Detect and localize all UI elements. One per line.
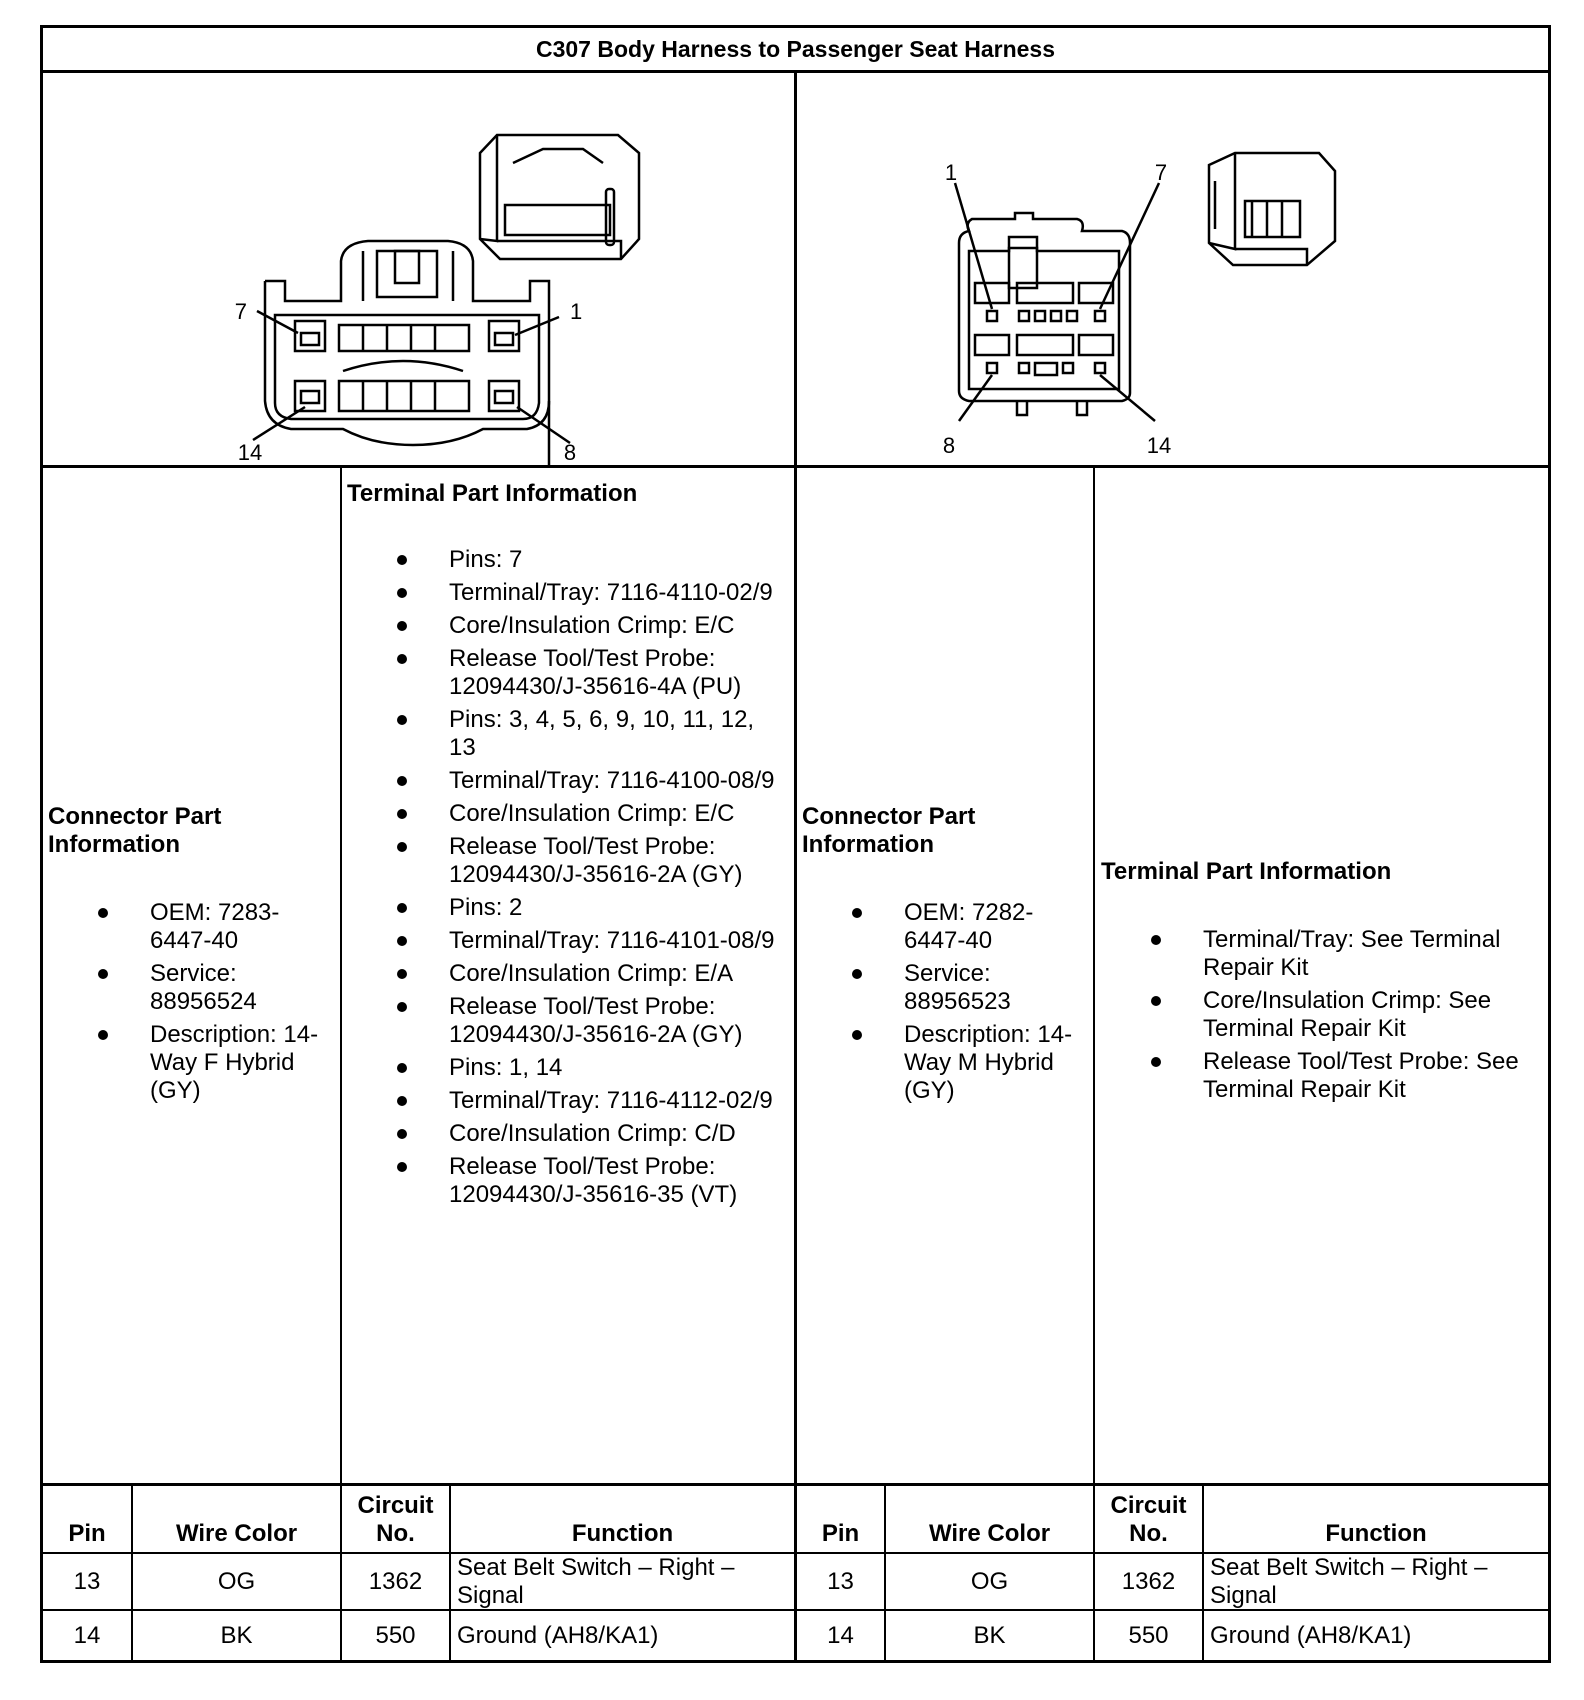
divider bbox=[340, 465, 342, 1660]
terminal-group bbox=[449, 546, 787, 701]
bullet-item bbox=[449, 894, 787, 922]
bullet-text: Pins: 7 bbox=[449, 546, 523, 573]
bullet-icon bbox=[852, 1030, 862, 1040]
bullet-text: Terminal/Tray: 7116-4101-08/9 bbox=[449, 927, 775, 954]
bullet-text: Core/Insulation Crimp: C/D bbox=[449, 1120, 736, 1147]
left-terminal-part-info bbox=[347, 480, 787, 1214]
bullet-text: OEM: 7283-6447-40 bbox=[150, 899, 280, 954]
col-header-pin: Pin bbox=[821, 1520, 860, 1547]
bullet-icon bbox=[397, 776, 407, 786]
bullet-item bbox=[449, 1120, 787, 1148]
bullet-item bbox=[150, 1021, 338, 1105]
pin-callout-14: 14 bbox=[237, 440, 263, 465]
col-header-circuit-no: Circuit No. bbox=[1110, 1492, 1187, 1547]
bullet-text: Pins: 1, 14 bbox=[449, 1054, 563, 1081]
table-cell-pin: 14 bbox=[827, 1621, 854, 1649]
bullet-item bbox=[1203, 1048, 1546, 1104]
bullet-text: Core/Insulation Crimp: E/C bbox=[449, 800, 735, 827]
bullet-item bbox=[904, 1021, 1092, 1105]
bullet-icon bbox=[397, 903, 407, 913]
divider bbox=[1093, 465, 1095, 1660]
pin-callout-7: 7 bbox=[234, 299, 247, 324]
male-connector-diagram bbox=[797, 73, 1548, 465]
left-connector-part-info bbox=[48, 803, 338, 1110]
terminal-part-heading: Terminal Part Information bbox=[1101, 858, 1392, 885]
bullet-item bbox=[449, 1153, 787, 1209]
terminal-part-list bbox=[1101, 926, 1546, 1104]
bullet-item bbox=[904, 960, 1092, 1016]
bullet-item bbox=[1203, 987, 1546, 1043]
pin-callout-1: 1 bbox=[570, 299, 583, 324]
bullet-item bbox=[449, 579, 787, 607]
bullet-icon bbox=[397, 809, 407, 819]
table-cell-circuit-no: 550 bbox=[1128, 1621, 1169, 1649]
bullet-icon bbox=[852, 908, 862, 918]
bullet-icon bbox=[397, 1002, 407, 1012]
connector-part-heading: Connector Part Information bbox=[802, 803, 976, 858]
bullet-item bbox=[449, 993, 787, 1049]
col-header-circuit-no: Circuit No. bbox=[357, 1492, 434, 1547]
table-cell-function: Ground (AH8/KA1) bbox=[1210, 1621, 1412, 1649]
connector-part-list bbox=[48, 899, 338, 1105]
pin-callout-7: 7 bbox=[1154, 160, 1168, 185]
bullet-text: Pins: 3, 4, 5, 6, 9, 10, 11, 12, 13 bbox=[449, 706, 755, 761]
connector-part-heading: Connector Part Information bbox=[48, 803, 222, 858]
bullet-text: Release Tool/Test Probe: 12094430/J-35616-35 (VT) bbox=[449, 1153, 738, 1208]
table-cell-wire-color: OG bbox=[970, 1567, 1009, 1595]
bullet-text: Terminal/Tray: 7116-4100-08/9 bbox=[449, 767, 775, 794]
table-cell-pin: 14 bbox=[73, 1621, 101, 1649]
bullet-icon bbox=[397, 1063, 407, 1073]
bullet-text: Terminal/Tray: See Terminal Repair Kit bbox=[1203, 926, 1501, 981]
bullet-item bbox=[904, 899, 1092, 955]
bullet-item bbox=[449, 833, 787, 889]
bullet-text: Terminal/Tray: 7116-4110-02/9 bbox=[449, 579, 773, 606]
bullet-item bbox=[449, 1087, 787, 1115]
bullet-text: Description: 14-Way F Hybrid (GY) bbox=[150, 1021, 319, 1104]
bullet-item bbox=[449, 960, 787, 988]
bullet-item bbox=[449, 645, 787, 701]
bullet-icon bbox=[1151, 1057, 1161, 1067]
bullet-text: Service: 88956524 bbox=[150, 960, 257, 1015]
bullet-item bbox=[449, 546, 787, 574]
bullet-icon bbox=[397, 555, 407, 565]
table-cell-pin: 13 bbox=[73, 1567, 101, 1595]
bullet-icon bbox=[397, 969, 407, 979]
bullet-text: Release Tool/Test Probe: 12094430/J-35616-4A (PU) bbox=[449, 645, 742, 700]
bullet-icon bbox=[397, 621, 407, 631]
bullet-text: Release Tool/Test Probe: See Terminal Repair Kit bbox=[1203, 1048, 1519, 1103]
bullet-item bbox=[449, 927, 787, 955]
bullet-icon bbox=[98, 969, 108, 979]
terminal-part-heading: Terminal Part Information bbox=[347, 480, 638, 507]
table-cell-pin: 13 bbox=[827, 1567, 854, 1595]
table-cell-circuit-no: 550 bbox=[375, 1621, 416, 1649]
table-cell-function: Seat Belt Switch – Right – Signal bbox=[457, 1553, 735, 1609]
bullet-icon bbox=[397, 588, 407, 598]
bullet-text: Release Tool/Test Probe: 12094430/J-35616-2A (GY) bbox=[449, 993, 743, 1048]
table-cell-circuit-no: 1362 bbox=[368, 1567, 423, 1595]
bullet-item bbox=[1203, 926, 1546, 982]
bullet-item bbox=[449, 612, 787, 640]
pin-callout-1: 1 bbox=[944, 160, 958, 185]
right-connector-part-info bbox=[802, 803, 1092, 1110]
col-header-function: Function bbox=[1325, 1520, 1427, 1547]
connector-part-list bbox=[802, 899, 1092, 1105]
terminal-group bbox=[449, 894, 787, 1049]
bullet-icon bbox=[397, 1096, 407, 1106]
bullet-item bbox=[449, 1054, 787, 1082]
terminal-group bbox=[449, 1054, 787, 1209]
bullet-text: Release Tool/Test Probe: 12094430/J-35616-2A (GY) bbox=[449, 833, 743, 888]
pin-callout-8: 8 bbox=[942, 433, 956, 458]
bullet-text: Core/Insulation Crimp: E/C bbox=[449, 612, 735, 639]
bullet-text: Pins: 2 bbox=[449, 894, 523, 921]
table-cell-circuit-no: 1362 bbox=[1121, 1567, 1176, 1595]
bullet-item bbox=[449, 706, 787, 762]
bullet-icon bbox=[852, 969, 862, 979]
bullet-item bbox=[150, 899, 338, 955]
bullet-icon bbox=[397, 1162, 407, 1172]
bullet-text: Core/Insulation Crimp: See Terminal Repair Kit bbox=[1203, 987, 1492, 1042]
bullet-text: Terminal/Tray: 7116-4112-02/9 bbox=[449, 1087, 773, 1114]
bullet-icon bbox=[397, 1129, 407, 1139]
right-terminal-part-info bbox=[1101, 858, 1546, 1109]
bullet-icon bbox=[397, 654, 407, 664]
bullet-item bbox=[449, 767, 787, 795]
bullet-text: OEM: 7282-6447-40 bbox=[904, 899, 1034, 954]
female-connector-diagram bbox=[43, 73, 794, 465]
terminal-groups bbox=[347, 546, 787, 1209]
page-title: C307 Body Harness to Passenger Seat Harness bbox=[535, 36, 1056, 62]
bullet-icon bbox=[98, 1030, 108, 1040]
pin-callout-8: 8 bbox=[563, 440, 577, 465]
table-cell-function: Ground (AH8/KA1) bbox=[457, 1621, 659, 1649]
bullet-text: Description: 14-Way M Hybrid (GY) bbox=[904, 1021, 1073, 1104]
table-cell-wire-color: BK bbox=[220, 1621, 253, 1649]
pin-callout-14: 14 bbox=[1146, 433, 1172, 458]
bullet-icon bbox=[397, 936, 407, 946]
bullet-icon bbox=[1151, 996, 1161, 1006]
table-cell-wire-color: OG bbox=[217, 1567, 256, 1595]
table-cell-wire-color: BK bbox=[973, 1621, 1006, 1649]
col-header-pin: Pin bbox=[68, 1520, 106, 1547]
bullet-icon bbox=[397, 715, 407, 725]
table-cell-function: Seat Belt Switch – Right – Signal bbox=[1210, 1553, 1488, 1609]
col-header-wire-color: Wire Color bbox=[175, 1520, 298, 1547]
col-header-wire-color: Wire Color bbox=[928, 1520, 1051, 1547]
bullet-text: Service: 88956523 bbox=[904, 960, 1011, 1015]
bullet-icon bbox=[1151, 935, 1161, 945]
bullet-icon bbox=[397, 842, 407, 852]
bullet-icon bbox=[98, 908, 108, 918]
bullet-item bbox=[449, 800, 787, 828]
bullet-item bbox=[150, 960, 338, 1016]
bullet-text: Core/Insulation Crimp: E/A bbox=[449, 960, 734, 987]
connector-info-document bbox=[40, 25, 1551, 1663]
terminal-group bbox=[449, 706, 787, 889]
col-header-function: Function bbox=[571, 1520, 674, 1547]
